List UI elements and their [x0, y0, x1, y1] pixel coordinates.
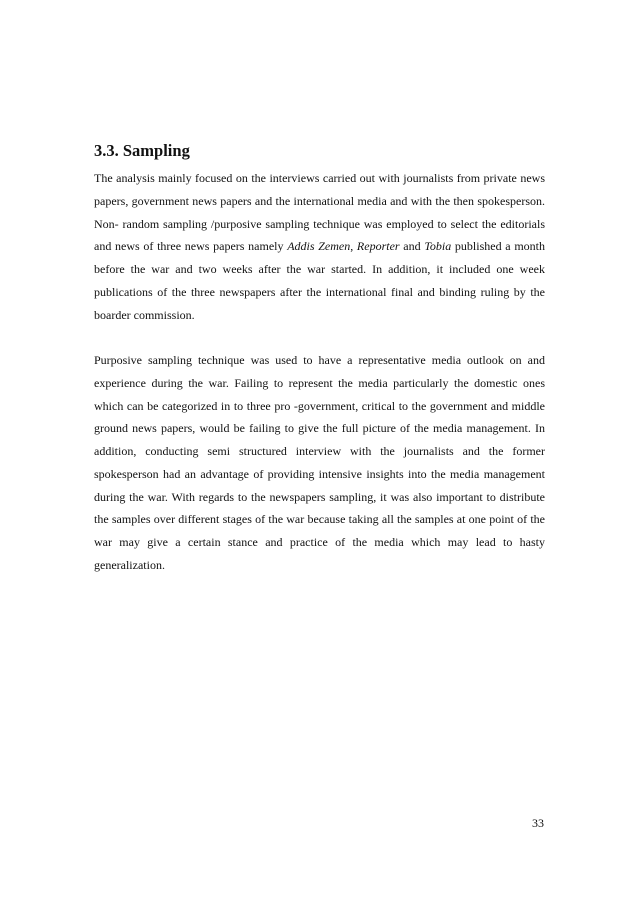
separator: and [399, 239, 425, 254]
paragraph-sampling-method [94, 167, 545, 326]
newspaper-name-reporter: Reporter [356, 239, 400, 254]
separator: , [350, 239, 357, 254]
section-heading: 3.3. Sampling [94, 141, 190, 160]
newspaper-name-tobia: Tobia [424, 239, 452, 254]
paragraph-text: published a month before the war and two weeks after the war started. In addition, it included one week publications of the three newspapers after the international final and binding ruling by the boarder commission. [94, 239, 545, 322]
newspaper-name-addis-zemen: Addis Zemen [287, 239, 351, 254]
page-number: 33 [532, 816, 544, 830]
page-content [94, 141, 545, 577]
paragraph-text: The analysis mainly focused on the interviews carried out with journalists from private news papers, government news papers and the international media and with the then spokesperson. Non- random sampling /purposive sampling technique was employed to select the editorials and news of three news papers namely [94, 171, 545, 254]
paragraph-purposive-sampling: Purposive sampling technique was used to have a representative media outlook on and experience during the war. Failing to represent the media particularly the domestic ones which can be categorized in to three pro -government, critical to the government and middle ground news papers, would be failing to give the full picture of the media management. In addition, conducting semi structured interview with the journalists and the former spokesperson had an advantage of providing intensive insights into the media management during the war. With regards to the newspapers sampling, it was also important to distribute the samples over different stages of the war because taking all the samples at one point of the war may give a certain stance and practice of the media which may lead to hasty generalization. [94, 353, 545, 572]
